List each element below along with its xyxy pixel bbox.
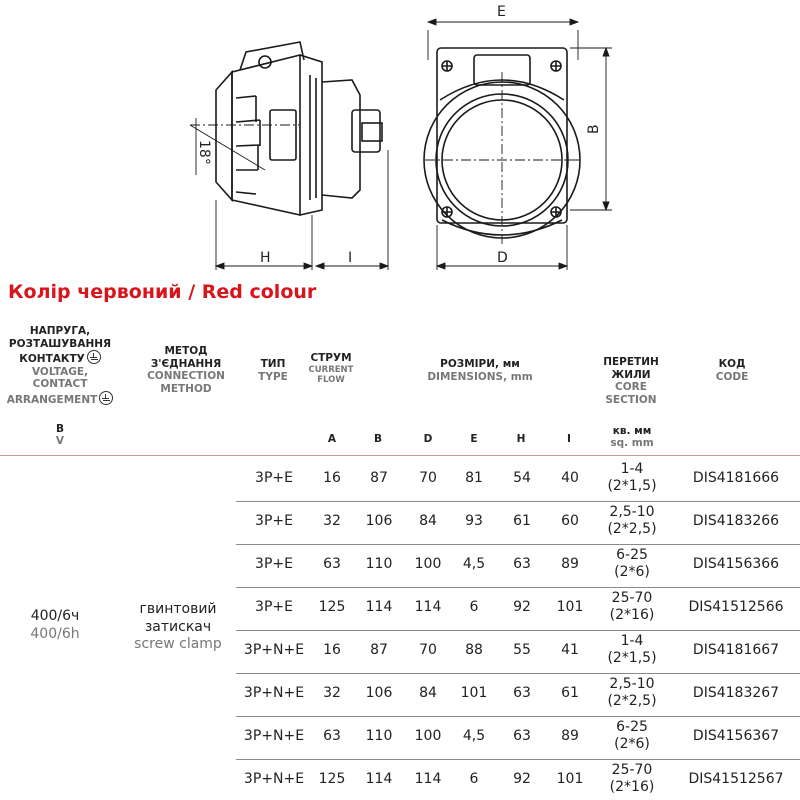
cell-h: 54 [513, 470, 531, 486]
cell-section [596, 719, 668, 753]
cell-a: 16 [323, 470, 341, 486]
cell-a: 32 [323, 685, 341, 701]
dim-label-angle: 18° [196, 140, 212, 165]
cell-code: DIS4156367 [692, 728, 780, 744]
cell-sec1: 2,5-10 [609, 504, 655, 520]
header-current-ua: СТРУМ [310, 352, 352, 364]
cell-sec1: 6-25 [616, 719, 648, 735]
cell-d: 84 [419, 685, 437, 701]
cell-sec2: (2*16) [609, 779, 655, 795]
header-section-ua-1: ПЕРЕТИН [603, 356, 659, 368]
cell-a: 63 [323, 728, 341, 744]
cell-h: 63 [513, 728, 531, 744]
cell-i: 89 [561, 728, 579, 744]
dim-label-d: D [497, 250, 508, 266]
cell-sec1: 25-70 [611, 762, 653, 778]
header-type [245, 358, 301, 383]
subheader-section-units [596, 425, 668, 449]
voltage-unit-en: V [55, 435, 65, 447]
header-voltage-en-3: ARRANGEMENT [6, 393, 98, 406]
cell-b: 110 [365, 728, 393, 744]
dim-label-b: B [586, 124, 602, 134]
method-value-2: затискач [144, 619, 212, 635]
header-type-ua: ТИП [260, 358, 286, 370]
cell-h: 63 [513, 685, 531, 701]
cell-sec2: (2*6) [614, 736, 650, 752]
section-unit-ua: кв. мм [612, 425, 652, 437]
header-method [124, 345, 248, 395]
subheader-b: B [373, 433, 382, 445]
cell-d: 100 [414, 728, 442, 744]
cell-d: 70 [419, 642, 437, 658]
header-section [586, 356, 676, 406]
cell-type: 3P+N+E [243, 728, 305, 744]
cell-sec1: 2,5-10 [609, 676, 655, 692]
header-dimensions [380, 358, 580, 383]
ground-icon [99, 391, 113, 405]
header-code-en: CODE [715, 370, 749, 383]
header-voltage-unit [4, 423, 116, 447]
cell-section [596, 762, 668, 796]
row-divider [236, 630, 800, 631]
row-divider [236, 673, 800, 674]
cell-i: 61 [561, 685, 579, 701]
cell-sec1: 6-25 [616, 547, 648, 563]
cell-section [596, 547, 668, 581]
header-type-en: TYPE [258, 370, 288, 383]
dim-label-h: H [260, 250, 271, 266]
cell-b: 87 [370, 642, 388, 658]
cell-i: 89 [561, 556, 579, 572]
cell-type: 3P+N+E [243, 771, 305, 787]
header-voltage-en-2: CONTACT [32, 378, 88, 390]
header-section-en-2: SECTION [605, 393, 657, 406]
cell-section [596, 461, 668, 495]
header-method-en-1: CONNECTION [147, 370, 225, 382]
cell-i: 101 [556, 599, 584, 615]
cell-sec2: (2*2,5) [607, 693, 657, 709]
cell-h: 92 [513, 599, 531, 615]
cell-a: 32 [323, 513, 341, 529]
cell-d: 114 [414, 771, 442, 787]
header-dims-ua: РОЗМІРИ, мм [440, 358, 520, 370]
subheader-i: I [567, 433, 571, 445]
header-code-ua: КОД [718, 358, 746, 370]
cell-sec2: (2*1,5) [607, 650, 657, 666]
row-divider [236, 759, 800, 760]
cell-d: 100 [414, 556, 442, 572]
cell-code: DIS4183267 [692, 685, 780, 701]
header-code [692, 358, 772, 383]
cell-code: DIS41512566 [688, 599, 784, 615]
cell-e: 88 [465, 642, 483, 658]
voltage-value-en: 400/6h [30, 626, 80, 642]
cell-type: 3P+E [255, 470, 293, 486]
dim-label-e: E [497, 4, 506, 20]
cell-type: 3P+N+E [243, 685, 305, 701]
cell-sec2: (2*6) [614, 564, 650, 580]
cell-a: 125 [318, 771, 346, 787]
cell-e: 6 [469, 771, 479, 787]
cell-section [596, 590, 668, 624]
subheader-d: D [423, 433, 433, 445]
cell-b: 106 [365, 685, 393, 701]
cell-sec2: (2*2,5) [607, 521, 657, 537]
header-section-en-1: CORE [615, 381, 647, 393]
header-current [301, 352, 361, 385]
row-divider [236, 544, 800, 545]
cell-i: 60 [561, 513, 579, 529]
dim-label-i: I [348, 250, 353, 266]
cell-h: 92 [513, 771, 531, 787]
cell-a: 125 [318, 599, 346, 615]
cell-i: 101 [556, 771, 584, 787]
subheader-h: H [516, 433, 526, 445]
header-voltage-ua-2: РОЗТАШУВАННЯ [8, 337, 112, 350]
header-voltage [4, 325, 116, 406]
cell-code: DIS4183266 [692, 513, 780, 529]
header-method-ua-1: МЕТОД [164, 345, 208, 357]
cell-d: 70 [419, 470, 437, 486]
header-current-en-1: CURRENT [308, 364, 354, 375]
method-value-1: гвинтовий [139, 601, 217, 617]
cell-b: 87 [370, 470, 388, 486]
cell-sec1: 25-70 [611, 590, 653, 606]
cell-code: DIS4181667 [692, 642, 780, 658]
header-method-en-2: METHOD [160, 382, 212, 395]
cell-code: DIS4156366 [692, 556, 780, 572]
header-current-en-2: FLOW [317, 374, 345, 385]
header-voltage-ua-1: НАПРУГА, [29, 325, 91, 337]
cell-type: 3P+N+E [243, 642, 305, 658]
cell-b: 114 [365, 599, 393, 615]
voltage-unit-ua: В [55, 423, 64, 435]
color-title: Колір червоний / Red colour [8, 281, 317, 303]
row-divider [236, 716, 800, 717]
cell-e: 81 [465, 470, 483, 486]
cell-code: DIS41512567 [688, 771, 784, 787]
method-value-en: screw clamp [134, 636, 222, 652]
cell-type: 3P+E [255, 599, 293, 615]
cell-b: 106 [365, 513, 393, 529]
cell-h: 61 [513, 513, 531, 529]
header-dims-en: DIMENSIONS, mm [427, 370, 533, 383]
cell-i: 40 [561, 470, 579, 486]
cell-section [596, 633, 668, 667]
header-divider [0, 455, 800, 456]
subheader-e: E [470, 433, 478, 445]
cell-code: DIS4181666 [692, 470, 780, 486]
section-unit-en: sq. mm [610, 437, 654, 449]
header-voltage-ua-3: КОНТАКТУ [19, 353, 85, 365]
cell-sec2: (2*1,5) [607, 478, 657, 494]
cell-i: 41 [561, 642, 579, 658]
cell-sec2: (2*16) [609, 607, 655, 623]
row-divider [236, 501, 800, 502]
row-divider [236, 587, 800, 588]
technical-drawing [0, 0, 800, 275]
cell-b: 114 [365, 771, 393, 787]
cell-d: 114 [414, 599, 442, 615]
cell-a: 16 [323, 642, 341, 658]
cell-e: 4,5 [462, 556, 486, 572]
subheader-a: A [327, 433, 337, 445]
cell-d: 84 [419, 513, 437, 529]
cell-section [596, 504, 668, 538]
header-voltage-en-1: VOLTAGE, [31, 365, 89, 378]
cell-section [596, 676, 668, 710]
cell-a: 63 [323, 556, 341, 572]
cell-e: 4,5 [462, 728, 486, 744]
ground-icon [87, 350, 101, 364]
header-section-ua-2: ЖИЛИ [611, 368, 651, 381]
cell-e: 101 [460, 685, 488, 701]
side-view-drawing [216, 42, 382, 215]
method-value [118, 600, 238, 636]
cell-type: 3P+E [255, 513, 293, 529]
cell-type: 3P+E [255, 556, 293, 572]
cell-e: 6 [469, 599, 479, 615]
cell-h: 63 [513, 556, 531, 572]
cell-sec1: 1-4 [620, 633, 644, 649]
cell-h: 55 [513, 642, 531, 658]
cell-e: 93 [465, 513, 483, 529]
cell-b: 110 [365, 556, 393, 572]
header-method-ua-2: З'ЄДНАННЯ [150, 357, 222, 370]
voltage-value: 400/6ч [30, 608, 80, 624]
cell-sec1: 1-4 [620, 461, 644, 477]
